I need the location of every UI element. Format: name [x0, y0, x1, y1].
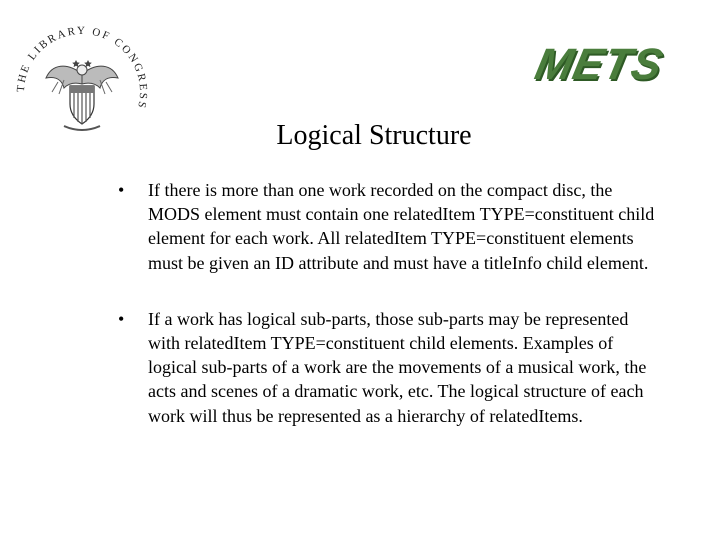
bullet-text: If there is more than one work recorded on the compact disc, the MODS element must contain one relatedItem TYPE=constituent child element for each work. All relatedItem TYPE=constituent elements must be given an ID attribute and must have a titleInfo child element.: [148, 180, 655, 273]
slide-title: Logical Structure: [276, 120, 472, 151]
seal-ring-text: THE LIBRARY OF CONGRESS: [14, 24, 150, 112]
bullet-list: [118, 178, 658, 428]
bullet-text: If a work has logical sub-parts, those sub-parts may be represented with relatedItem TYPE=constituent child elements. Examples of logical sub-parts of a work are the movements of a musical work, the acts and scenes of a dramatic work, etc. The logical structure of each work will thus be represented as a hierarchy of relatedItems.: [148, 308, 647, 426]
bullet-item: [118, 307, 658, 428]
bullet-item: [118, 178, 658, 275]
mets-logo-icon: [530, 40, 696, 104]
bullet-icon: •: [118, 308, 125, 329]
bullet-icon: •: [118, 180, 125, 200]
mets-logo-text: METS: [530, 40, 668, 89]
